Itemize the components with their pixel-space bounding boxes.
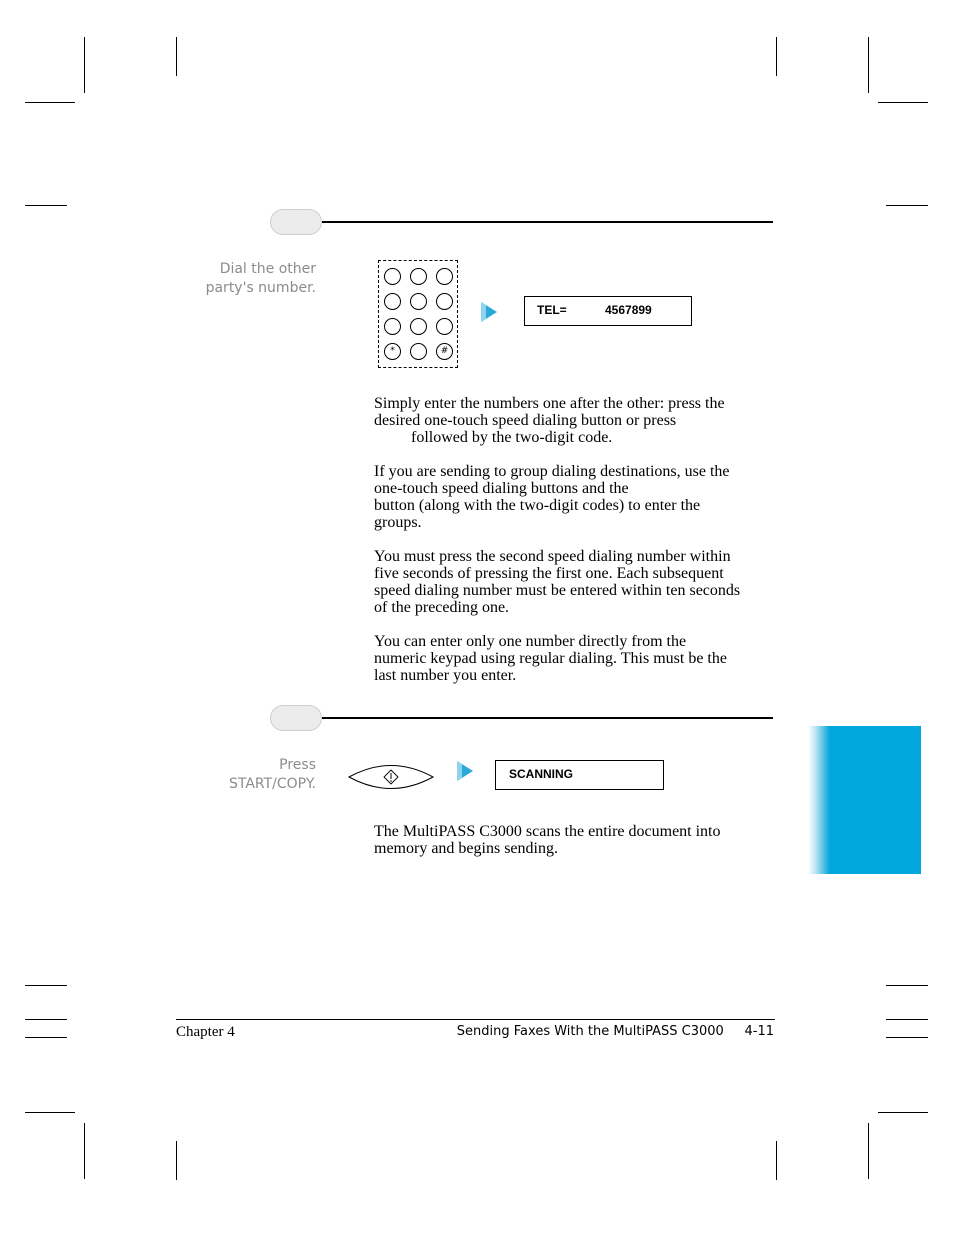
crop-mark (176, 37, 177, 76)
instruction-text (374, 823, 774, 857)
section-divider (322, 717, 773, 719)
step-label-line: Press (279, 757, 316, 773)
keypad-key (384, 318, 401, 335)
paragraph: You must press the second speed dialing number within five seconds of pressing the first one. Each subsequent speed dialing number must be entered within ten seconds of the preceding one. (374, 548, 741, 616)
crop-mark (878, 1112, 928, 1113)
step-number-badge (270, 209, 322, 235)
step-label-line: party's number. (205, 280, 316, 296)
paragraph: If you are sending to group dialing destinations, use the one-touch speed dialing buttons and the button (along with the two-digit codes) to enter the groups. (374, 463, 730, 531)
keypad-key (384, 293, 401, 310)
crop-mark (176, 1141, 177, 1180)
keypad-star-key: * (384, 343, 401, 360)
footer-title-page (457, 1024, 774, 1039)
lcd-prefix: TEL= (537, 303, 567, 317)
footer-title: Sending Faxes With the MultiPASS C3000 (456, 1024, 724, 1039)
arrow-right-icon (481, 302, 497, 322)
crop-mark (776, 1141, 777, 1180)
section-divider (322, 221, 773, 223)
step-label (229, 756, 316, 794)
page-number: 4-11 (744, 1024, 774, 1039)
keypad-key (384, 268, 401, 285)
arrow-right-icon (457, 761, 473, 781)
crop-mark (25, 1019, 67, 1020)
footer-chapter: Chapter 4 (176, 1024, 235, 1040)
crop-mark (25, 205, 67, 206)
paragraph: You can enter only one number directly from the numeric keypad using regular dialing. This must be the last number you enter. (374, 633, 727, 684)
lcd-number: 4567899 (605, 303, 652, 317)
crop-mark (878, 102, 928, 103)
paragraph: Simply enter the numbers one after the other: press the desired one-touch speed dialing button or press followed by the two-digit code. (374, 395, 725, 446)
keypad-key (410, 318, 427, 335)
crop-mark (84, 37, 85, 93)
keypad-key (436, 293, 453, 310)
keypad-key (410, 343, 427, 360)
lcd-status: SCANNING (509, 767, 574, 781)
keypad-key (410, 293, 427, 310)
crop-mark (25, 985, 67, 986)
paragraph: The MultiPASS C3000 scans the entire document into memory and begins sending. (374, 823, 721, 857)
instruction-text (374, 395, 774, 684)
crop-mark (25, 1112, 75, 1113)
crop-mark (84, 1123, 85, 1179)
step-label-line: START/COPY. (228, 776, 316, 792)
footer-divider (176, 1019, 775, 1020)
crop-mark (776, 37, 777, 76)
keypad-key (436, 318, 453, 335)
chapter-tab (808, 726, 921, 874)
crop-mark (25, 102, 75, 103)
crop-mark (868, 37, 869, 93)
step-label (206, 260, 316, 298)
keypad-key (410, 268, 427, 285)
crop-mark (886, 205, 928, 206)
crop-mark (886, 1019, 928, 1020)
lcd-display (524, 296, 692, 326)
numeric-keypad-illustration (378, 260, 458, 368)
start-copy-button-icon (348, 764, 434, 790)
crop-mark (25, 1037, 67, 1038)
lcd-display (495, 760, 664, 790)
crop-mark (886, 985, 928, 986)
crop-mark (868, 1123, 869, 1179)
crop-mark (886, 1037, 928, 1038)
step-number-badge (270, 705, 322, 731)
keypad-hash-key: # (436, 343, 453, 360)
keypad-key (436, 268, 453, 285)
step-label-line: Dial the other (219, 261, 316, 277)
